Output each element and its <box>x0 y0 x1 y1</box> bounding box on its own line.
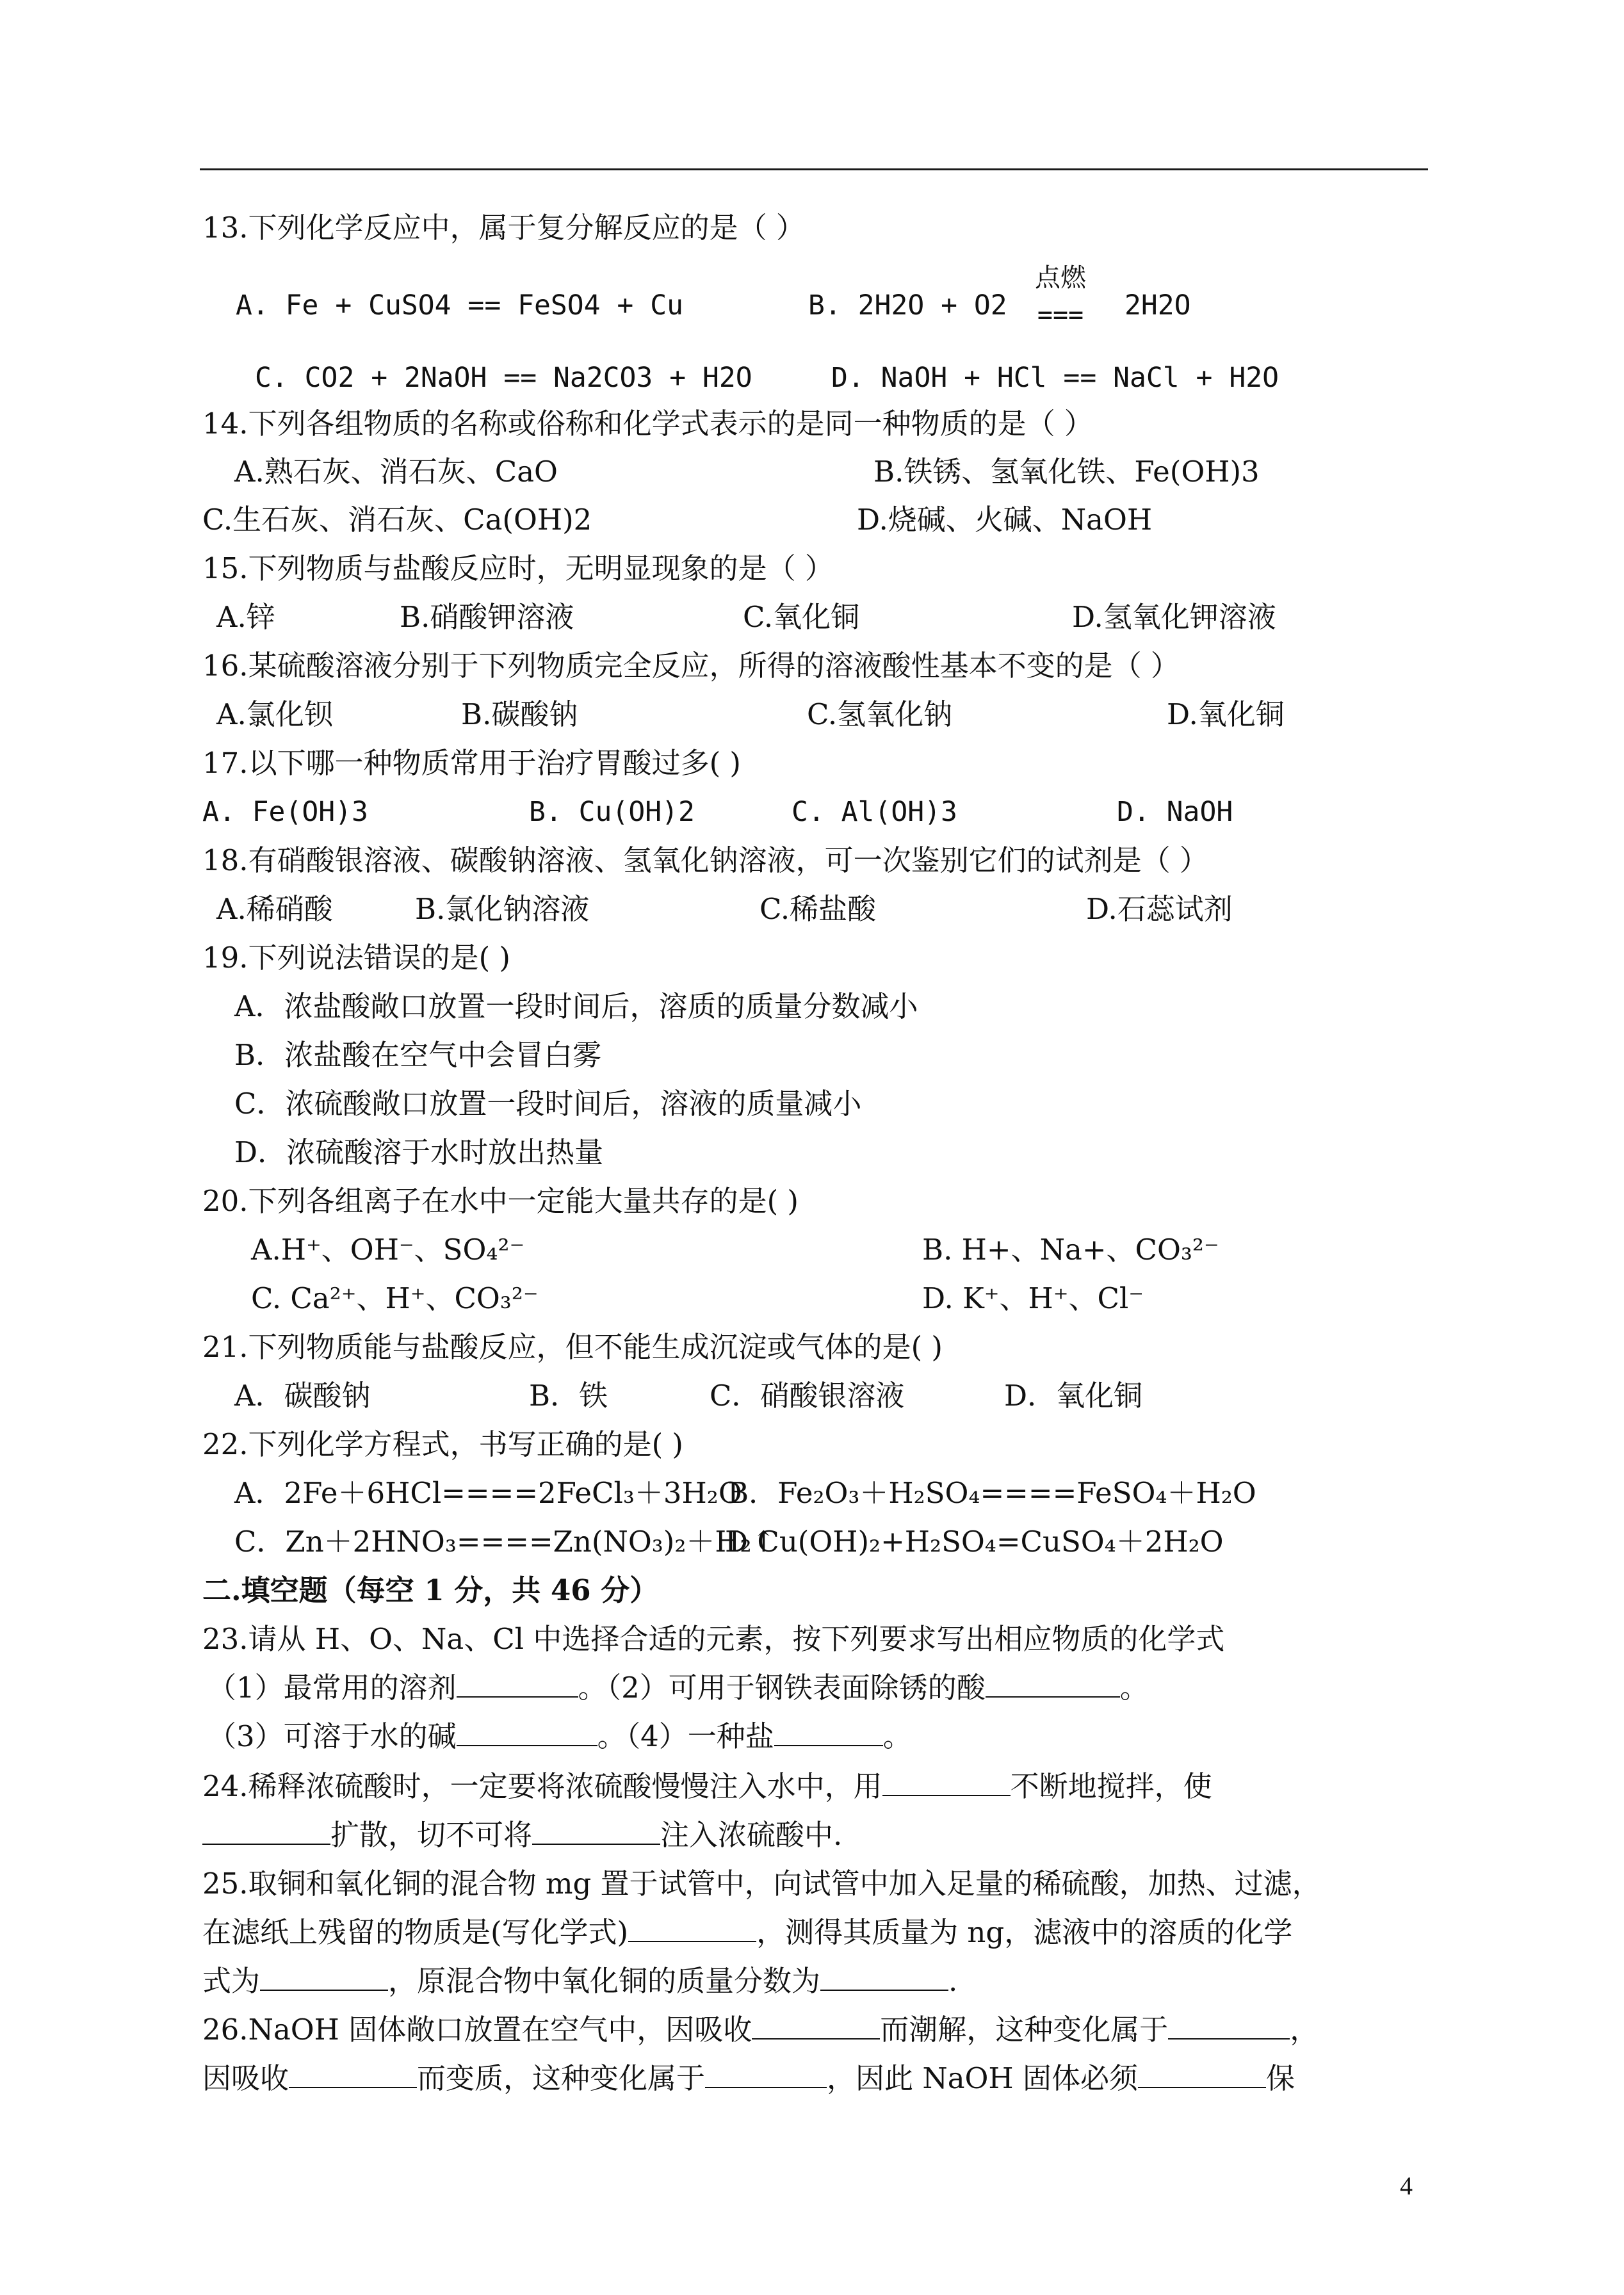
q20-option-a: A.H⁺、OH⁻、SO₄²⁻ <box>251 1233 525 1267</box>
q13-option-b: B. 2H2O + O2 <box>808 289 1007 321</box>
q15-option-b: B.硝酸钾溶液 <box>400 600 574 634</box>
reaction-condition-bottom: === <box>1037 300 1084 330</box>
q21-option-a: A．碳酸钠 <box>234 1379 371 1413</box>
q13-option-c: C. CO2 + 2NaOH == Na2CO3 + H2O <box>255 362 752 394</box>
q13-option-a: A. Fe + CuSO4 == FeSO4 + Cu <box>236 289 683 321</box>
q17-option-c: C. Al(OH)3 <box>792 796 957 828</box>
q19-option-d: D．浓硫酸溶于水时放出热量 <box>234 1135 604 1169</box>
q25-line-3: 式为 ，原混合物中氧化铜的质量分数为 . <box>202 1964 958 1998</box>
q22-option-c: C．Zn＋2HNO₃====Zn(NO₃)₂＋H₂↑ <box>234 1525 776 1559</box>
q22-option-b: B．Fe₂O₃＋H₂SO₄====FeSO₄＋H₂O <box>727 1476 1256 1510</box>
q21-option-d: D．氧化铜 <box>1004 1379 1143 1413</box>
page-number: 4 <box>1400 2171 1413 2200</box>
q19-option-b: B．浓盐酸在空气中会冒白雾 <box>234 1038 602 1072</box>
question-18-stem: 18.有硝酸银溶液、碳酸钠溶液、氢氧化钠溶液，可一次鉴别它们的试剂是（ ） <box>202 843 1208 877</box>
question-20-stem: 20.下列各组离子在水中一定能大量共存的是( ) <box>202 1184 799 1218</box>
q18-option-b: B.氯化钠溶液 <box>415 892 590 926</box>
q26-line-2: 因吸收 而变质，这种变化属于 ，因此 NaOH 固体必须 保 <box>202 2061 1295 2095</box>
q25-line-1: 25.取铜和氧化铜的混合物 mg 置于试管中，向试管中加入足量的稀硫酸，加热、过滤， <box>202 1867 1321 1901</box>
answer-blank[interactable] <box>532 1817 660 1845</box>
q16-option-c: C.氢氧化钠 <box>807 697 953 731</box>
q13-option-d: D. NaOH + HCl == NaCl + H2O <box>831 362 1279 394</box>
answer-blank[interactable] <box>1168 2011 1290 2040</box>
q15-option-c: C.氧化铜 <box>743 600 860 634</box>
reaction-condition-top: 点燃 <box>1035 263 1086 293</box>
q20-option-b: B. H+、Na+、CO₃²⁻ <box>922 1233 1219 1267</box>
q18-option-a: A.稀硝酸 <box>216 892 333 926</box>
header-rule <box>200 168 1428 170</box>
q20-option-c: C. Ca²⁺、H⁺、CO₃²⁻ <box>251 1281 539 1315</box>
question-14-stem: 14.下列各组物质的名称或俗称和化学式表示的是同一种物质的是（ ） <box>202 407 1093 441</box>
q18-option-d: D.石蕊试剂 <box>1086 892 1233 926</box>
q24-line-1: 24.稀释浓硫酸时，一定要将浓硫酸慢慢注入水中，用 不断地搅拌，使 <box>202 1769 1212 1803</box>
q25-line-2: 在滤纸上残留的物质是(写化学式) ，测得其质量为 ng，滤液中的溶质的化学 <box>202 1915 1293 1949</box>
answer-blank[interactable] <box>457 1669 578 1698</box>
section-2-title: 二.填空题（每空 1 分，共 46 分） <box>202 1573 659 1607</box>
answer-blank[interactable] <box>705 2060 827 2088</box>
q22-option-d: D Cu(OH)₂+H₂SO₄=CuSO₄＋2H₂O <box>725 1525 1224 1559</box>
q26-line-1: 26.NaOH 固体敞口放置在空气中，因吸收 而潮解，这种变化属于 ， <box>202 2013 1319 2047</box>
answer-blank[interactable] <box>202 1817 330 1845</box>
q22-option-a: A．2Fe＋6HCl====2FeCl₃＋3H₂O <box>234 1476 742 1510</box>
answer-blank[interactable] <box>820 1963 948 1991</box>
q20-option-d: D. K⁺、H⁺、Cl⁻ <box>922 1281 1144 1315</box>
question-13-stem: 13.下列化学反应中，属于复分解反应的是（ ） <box>202 211 805 245</box>
answer-blank[interactable] <box>628 1914 756 1942</box>
q24-line-2: 扩散，切不可将 注入浓硫酸中. <box>202 1816 842 1854</box>
answer-blank[interactable] <box>260 1963 388 1991</box>
q14-option-d: D.烧碱、火碱、NaOH <box>857 503 1153 537</box>
q17-option-d: D. NaOH <box>1117 796 1233 828</box>
question-15-stem: 15.下列物质与盐酸反应时，无明显现象的是（ ） <box>202 551 834 585</box>
q19-option-a: A．浓盐酸敞口放置一段时间后，溶质的质量分数减小 <box>234 989 918 1023</box>
q17-option-b: B. Cu(OH)2 <box>529 796 695 828</box>
q18-option-c: C.稀盐酸 <box>759 892 877 926</box>
q19-option-c: C．浓硫酸敞口放置一段时间后，溶液的质量减小 <box>234 1087 862 1121</box>
question-22-stem: 22.下列化学方程式，书写正确的是( ) <box>202 1427 683 1461</box>
answer-blank[interactable] <box>986 1669 1120 1698</box>
q23-line-1: （1）最常用的溶剂 。（2）可用于钢铁表面除锈的酸 。 <box>207 1671 1149 1705</box>
q14-option-c: C.生石灰、消石灰、Ca(OH)2 <box>202 503 592 537</box>
q21-option-c: C．硝酸银溶液 <box>710 1379 905 1413</box>
answer-blank[interactable] <box>1138 2060 1266 2088</box>
question-19-stem: 19.下列说法错误的是( ) <box>202 941 510 975</box>
q14-option-b: B.铁锈、氢氧化铁、Fe(OH)3 <box>873 455 1260 489</box>
q17-option-a: A. Fe(OH)3 <box>202 796 368 828</box>
q15-option-a: A.锌 <box>216 600 275 634</box>
q13-option-b-product: 2H2O <box>1125 289 1191 321</box>
question-21-stem: 21.下列物质能与盐酸反应，但不能生成沉淀或气体的是( ) <box>202 1330 943 1364</box>
answer-blank[interactable] <box>289 2060 417 2088</box>
answer-blank[interactable] <box>457 1718 597 1746</box>
q14-option-a: A.熟石灰、消石灰、CaO <box>234 455 558 489</box>
question-17-stem: 17.以下哪一种物质常用于治疗胃酸过多( ) <box>202 746 741 780</box>
answer-blank[interactable] <box>882 1768 1011 1796</box>
q16-option-a: A.氯化钡 <box>216 697 333 731</box>
question-23-stem: 23.请从 H、O、Na、Cl 中选择合适的元素，按下列要求写出相应物质的化学式 <box>202 1622 1225 1656</box>
answer-blank[interactable] <box>752 2011 880 2040</box>
q23-line-2: （3）可溶于水的碱 。（4）一种盐 。 <box>207 1719 912 1753</box>
q21-option-b: B．铁 <box>529 1379 608 1413</box>
q15-option-d: D.氢氧化钾溶液 <box>1072 600 1276 634</box>
answer-blank[interactable] <box>774 1718 883 1746</box>
q16-option-b: B.碳酸钠 <box>461 697 578 731</box>
q16-option-d: D.氧化铜 <box>1167 697 1285 731</box>
question-16-stem: 16.某硫酸溶液分别于下列物质完全反应，所得的溶液酸性基本不变的是（ ） <box>202 649 1180 683</box>
